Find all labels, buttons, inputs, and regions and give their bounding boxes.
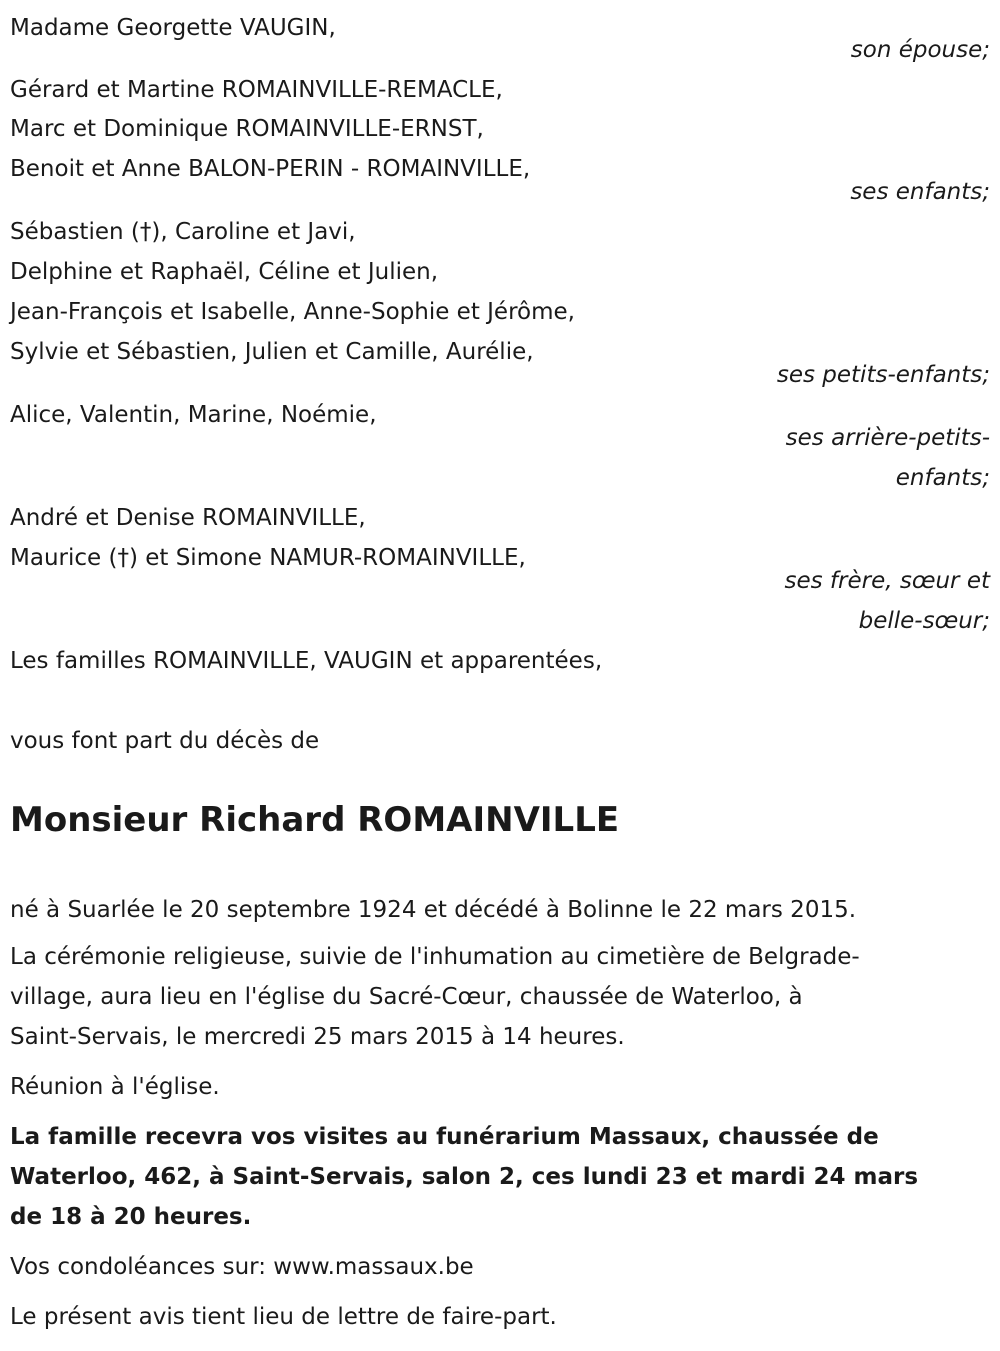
grandchildren-line: Delphine et Raphaël, Céline et Julien, <box>10 259 439 285</box>
birth-death: né à Suarlée le 20 septembre 1924 et décédé à Bolinne le 22 mars 2015. <box>10 897 857 923</box>
grandchildren-label: ses petits-enfants; <box>776 362 990 388</box>
children-line: Marc et Dominique ROMAINVILLE-ERNST, <box>10 116 484 142</box>
meeting: Réunion à l'église. <box>10 1074 220 1100</box>
grandchildren-line: Jean-François et Isabelle, Anne-Sophie et Jérôme, <box>10 299 575 325</box>
ceremony-line: Saint-Servais, le mercredi 25 mars 2015 à 14 heures. <box>10 1024 625 1050</box>
children-label: ses enfants; <box>850 179 990 205</box>
visits-line: La famille recevra vos visites au funérarium Massaux, chaussée de <box>10 1124 879 1150</box>
great-grandchildren-line: Alice, Valentin, Marine, Noémie, <box>10 402 377 428</box>
notice: Le présent avis tient lieu de lettre de faire-part. <box>10 1304 557 1330</box>
grandchildren-line: Sébastien (†), Caroline et Javi, <box>10 219 356 245</box>
families-line: Les familles ROMAINVILLE, VAUGIN et apparentées, <box>10 648 603 674</box>
condolences: Vos condoléances sur: www.massaux.be <box>10 1254 474 1280</box>
visits-line: Waterloo, 462, à Saint-Servais, salon 2, ces lundi 23 et mardi 24 mars <box>10 1164 919 1190</box>
children-line: Gérard et Martine ROMAINVILLE-REMACLE, <box>10 77 503 103</box>
spouse-line: Madame Georgette VAUGIN, <box>10 15 336 41</box>
siblings-label: ses frère, sœur et <box>784 568 990 594</box>
siblings-label: belle-sœur; <box>858 608 990 634</box>
siblings-line: André et Denise ROMAINVILLE, <box>10 505 366 531</box>
ceremony-line: La cérémonie religieuse, suivie de l'inhumation au cimetière de Belgrade- <box>10 944 860 970</box>
visits-line: de 18 à 20 heures. <box>10 1204 252 1230</box>
great-grandchildren-label: enfants; <box>895 465 990 491</box>
deceased-name: Monsieur Richard ROMAINVILLE <box>10 800 620 840</box>
great-grandchildren-label: ses arrière-petits- <box>785 425 990 451</box>
announcement: vous font part du décès de <box>10 728 320 754</box>
siblings-line: Maurice (†) et Simone NAMUR-ROMAINVILLE, <box>10 545 526 571</box>
ceremony-line: village, aura lieu en l'église du Sacré-Cœur, chaussée de Waterloo, à <box>10 984 803 1010</box>
children-line: Benoit et Anne BALON-PERIN - ROMAINVILLE, <box>10 156 531 182</box>
spouse-label: son épouse; <box>850 37 990 63</box>
grandchildren-line: Sylvie et Sébastien, Julien et Camille, Aurélie, <box>10 339 534 365</box>
